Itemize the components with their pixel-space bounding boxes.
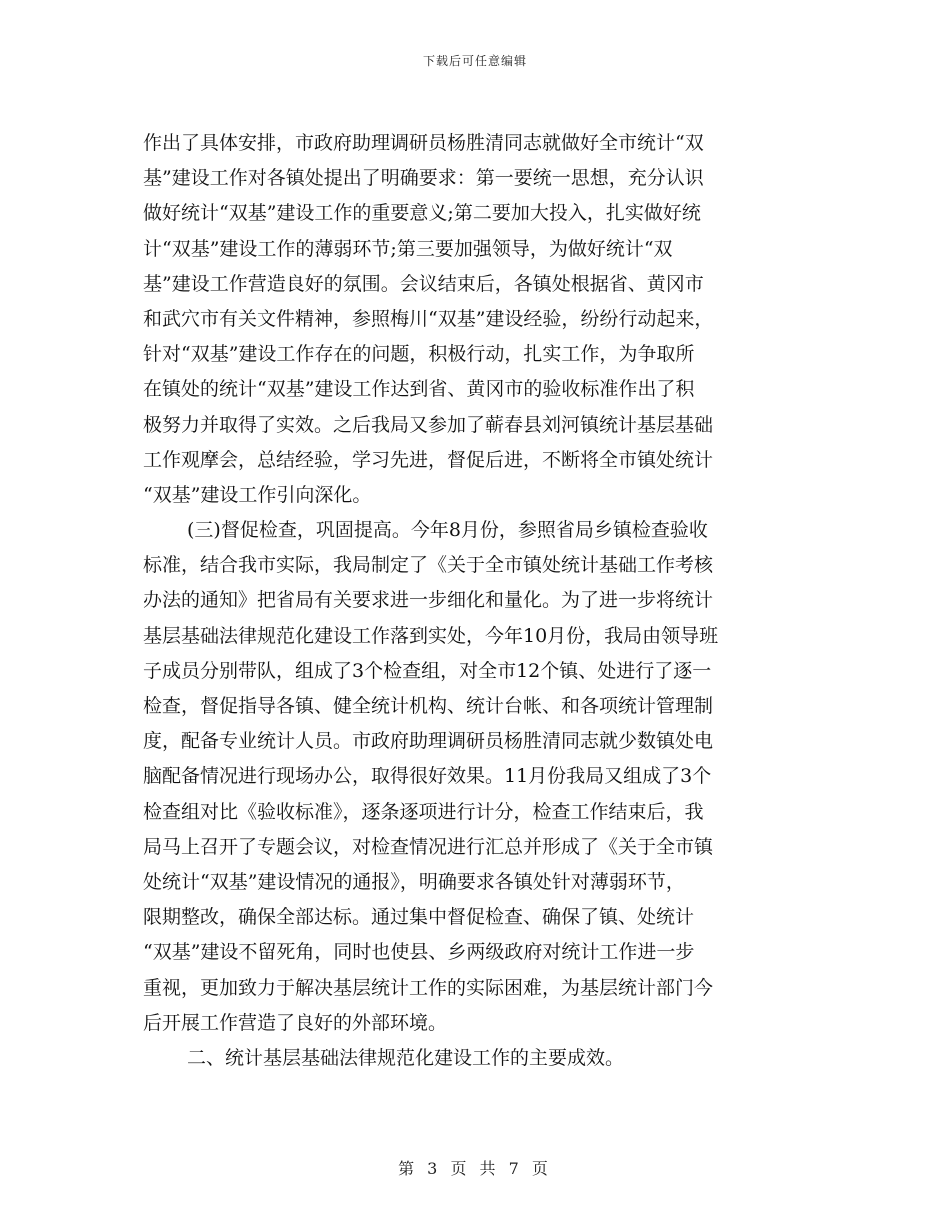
document-body	[143, 126, 811, 1076]
text-line: 基层基础法律规范化建设工作落到实处，今年10月份，我局由领导班	[143, 624, 719, 647]
text-line: 极努力并取得了实效。之后我局又参加了蕲春县刘河镇统计基层基础	[143, 413, 714, 436]
text-line: “双基”建设工作引向深化。	[143, 483, 372, 506]
text-line: 在镇处的统计“双基”建设工作达到省、黄冈市的验收标准作出了积	[143, 378, 695, 401]
text-line: “双基”建设不留死角，同时也使县、乡两级政府对统计工作进一步	[143, 941, 695, 964]
page-header: 下载后可任意编辑	[422, 54, 527, 68]
text-line: 基”建设工作对各镇处提出了明确要求：第一要统一思想，充分认识	[143, 167, 704, 190]
paragraph-2	[143, 513, 811, 1041]
text-line: 处统计“双基”建设情况的通报》，明确要求各镇处针对薄弱环节，	[143, 870, 685, 893]
section-heading: 二、统计基层基础法律规范化建设工作的主要成效。	[187, 1046, 625, 1069]
text-line: 限期整改，确保全部达标。通过集中督促检查、确保了镇、处统计	[143, 906, 695, 929]
text-line: 作出了具体安排，市政府助理调研员杨胜清同志就做好全市统计“双	[143, 132, 704, 154]
text-line: 工作观摩会，总结经验，学习先进，督促后进，不断将全市镇处统计	[143, 448, 714, 471]
text-line: 重视，更加致力于解决基层统计工作的实际困难，为基层统计部门今	[143, 976, 714, 999]
text-line: 做好统计“双基”建设工作的重要意义;第二要加大投入，扎实做好统	[143, 202, 701, 225]
text-line: 脑配备情况进行现场办公，取得很好效果。11月份我局又组成了3个	[143, 765, 712, 788]
text-line: 检查组对比《验收标准》，逐条逐项进行计分，检查工作结束后，我	[143, 800, 704, 823]
page-footer: 第 3 页 共 7 页	[398, 1159, 552, 1178]
text-line: 后开展工作营造了良好的外部环境。	[143, 1011, 448, 1034]
text-line: 基”建设工作营造良好的氛围。会议结束后，各镇处根据省、黄冈市	[143, 272, 704, 295]
text-line: 检查，督促指导各镇、健全统计机构、统计台帐、和各项统计管理制	[143, 695, 714, 717]
text-line: (三)督促检查，巩固提高。今年8月份，参照省局乡镇检查验收	[187, 519, 708, 542]
text-line: 局马上召开了专题会议，对检查情况进行汇总并形成了《关于全市镇	[143, 835, 714, 858]
text-line: 和武穴市有关文件精神，参照梅川“双基”建设经验，纷纷行动起来，	[143, 307, 714, 330]
text-line: 计“双基”建设工作的薄弱环节;第三要加强领导，为做好统计“双	[143, 237, 673, 260]
text-line: 针对“双基”建设工作存在的问题，积极行动，扎实工作，为争取所	[143, 343, 695, 366]
text-line: 子成员分别带队，组成了3个检查组，对全市12个镇、处进行了逐一	[143, 659, 712, 682]
text-line: 标准，结合我市实际，我局制定了《关于全市镇处统计基础工作考核	[143, 554, 714, 577]
paragraph-1	[143, 126, 811, 513]
text-line: 度，配备专业统计人员。市政府助理调研员杨胜清同志就少数镇处电	[143, 730, 714, 753]
text-line: 办法的通知》把省局有关要求进一步细化和量化。为了进一步将统计	[143, 589, 714, 612]
